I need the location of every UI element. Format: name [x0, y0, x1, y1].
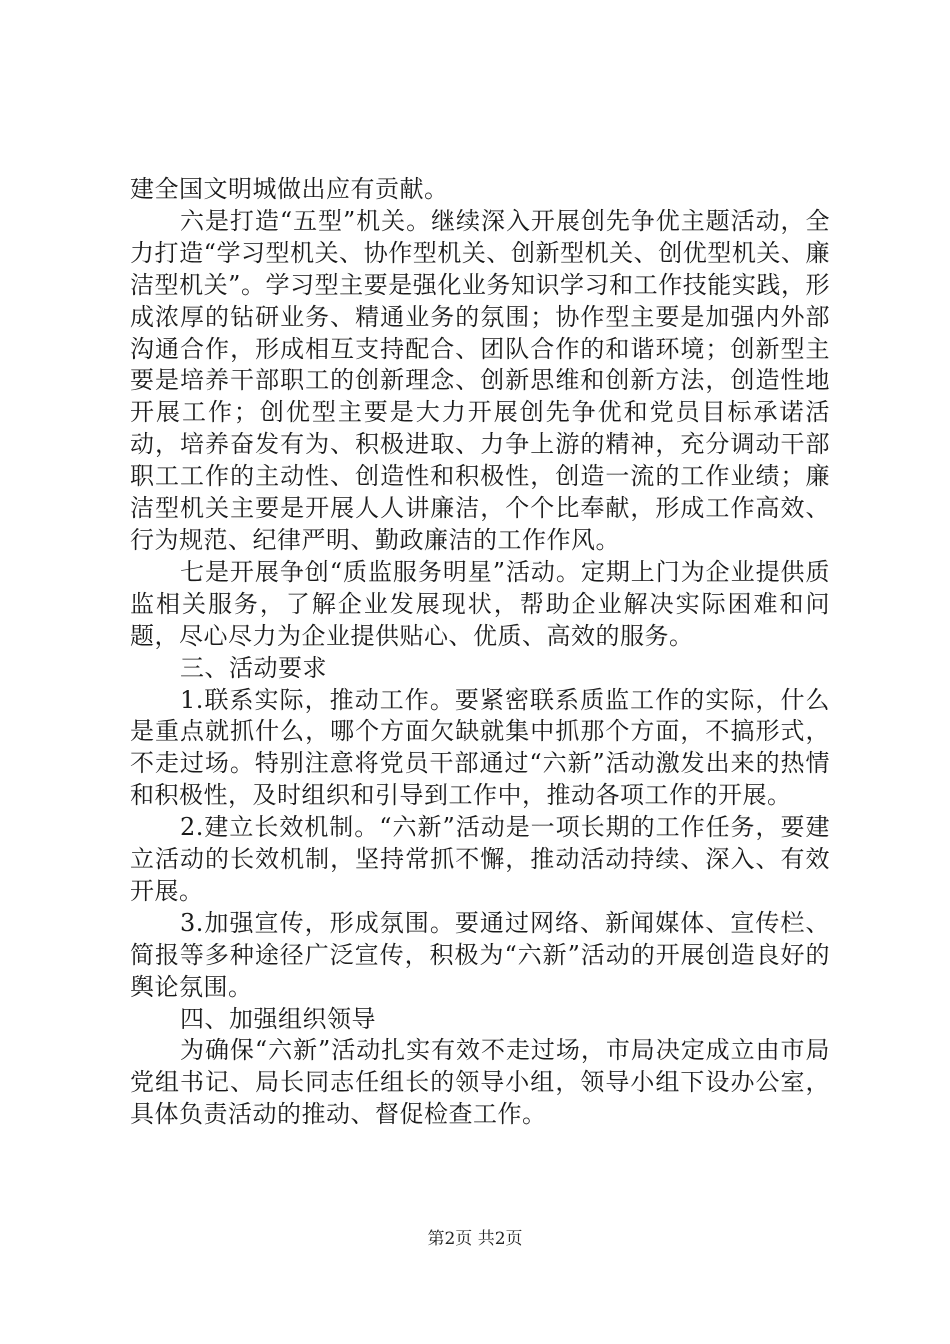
section-heading-leadership: 四、加强组织领导 [180, 1004, 376, 1033]
paragraph-continuation: 建全国文明城做出应有贡献。 [130, 175, 449, 203]
paragraph-requirement-3: 3.加强宣传，形成氛围。要通过网络、新闻媒体、宣传栏、简报等多种途径广泛宣传，积极为“六新”活动的开展创造良好的舆论氛围。 [130, 908, 830, 1001]
paragraph-requirement-1: 1.联系实际，推动工作。要紧密联系质监工作的实际，什么是重点就抓什么，哪个方面欠缺就集中抓那个方面，不搞形式，不走过场。特别注意将党员干部通过“六新”活动激发出来的热情和积极性，及时组织和引导到工作中，推动各项工作的开展。 [130, 685, 830, 810]
document-body [130, 174, 830, 1131]
section-heading-requirements: 三、活动要求 [180, 653, 327, 682]
paragraph-requirement-2: 2.建立长效机制。“六新”活动是一项长期的工作任务，要建立活动的长效机制，坚持常抓不懈，推动活动持续、深入、有效开展。 [130, 813, 830, 905]
paragraph-item-six: 六是打造“五型”机关。继续深入开展创先争优主题活动，全力打造“学习型机关、协作型机关、创新型机关、创优型机关、廉洁型机关”。学习型主要是强化业务知识学习和工作技能实践，形成浓厚的钻研业务、精通业务的氛围；协作型主要是加强内外部沟通合作，形成相互支持配合、团队合作的和谐环境；创新型主要是培养干部职工的创新理念、创新思维和创新方法，创造性地开展工作；创优型主要是大力开展创先争优和党员目标承诺活动，培养奋发有为、积极进取、力争上游的精神，充分调动干部职工工作的主动性、创造性和积极性，创造一流的工作业绩；廉洁型机关主要是开展人人讲廉洁，个个比奉献，形成工作高效、行为规范、纪律严明、勤政廉洁的工作作风。 [130, 206, 830, 554]
paragraph-item-seven: 七是开展争创“质监服务明星”活动。定期上门为企业提供质监相关服务，了解企业发展现状，帮助企业解决实际困难和问题，尽心尽力为企业提供贴心、优质、高效的服务。 [130, 557, 830, 650]
paragraph-leadership: 为确保“六新”活动扎实有效不走过场，市局决定成立由市局党组书记、局长同志任组长的领导小组，领导小组下设办公室，具体负责活动的推动、督促检查工作。 [130, 1036, 830, 1129]
page-number-footer: 第2页 共2页 [427, 1229, 523, 1249]
